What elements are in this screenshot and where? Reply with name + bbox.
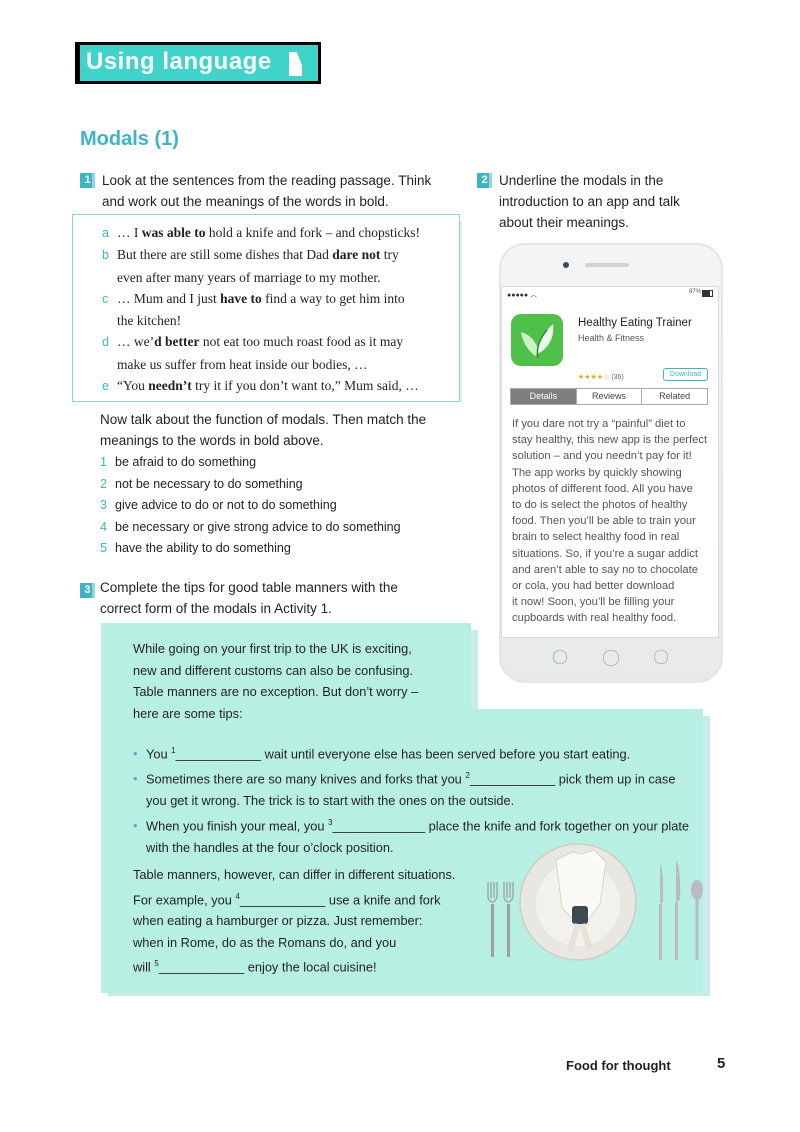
bullet-icon: • <box>133 746 138 762</box>
intro-line: While going on your first trip to the UK is exciting, <box>133 641 412 656</box>
sentence-text: … Mum and I just <box>117 290 221 306</box>
sentence-text: But there are still some dishes that Dad <box>117 247 333 263</box>
gap-number: 5 <box>154 959 159 969</box>
gap-blank: ____________ <box>158 959 245 975</box>
sentence-letter: d <box>102 335 109 350</box>
fork-icon <box>488 882 513 957</box>
footer-unit-title: Food for thought <box>566 1058 671 1073</box>
bullet-icon: • <box>133 771 138 787</box>
page-heading: Modals (1) <box>80 128 179 150</box>
description-line: cupboards with real healthy food. <box>512 612 677 625</box>
signal-icon: ●●●●● ︵ <box>507 292 538 299</box>
instruction-line: Look at the sentences from the reading passage. Think <box>102 173 432 188</box>
app-tabs <box>510 388 708 405</box>
tip-item <box>133 765 689 790</box>
description-line: solution – and you needn’t pay for it! <box>512 450 692 463</box>
meaning-text: give advice to do or not to do something <box>115 498 337 512</box>
meaning-number: 2 <box>100 476 107 491</box>
tip-text: Table manners, however, can differ in different situations. <box>133 867 456 882</box>
bold-modal: d better <box>154 334 200 350</box>
description-line: to do is select the photos of healthy <box>512 499 688 512</box>
description-line: or cola, you had better download <box>512 580 675 593</box>
sentence-list <box>102 222 420 397</box>
tip-text: when eating a hamburger or pizza. Just remember: <box>133 913 423 929</box>
instruction-line: Underline the modals in the <box>499 173 664 188</box>
follow-up-line: Now talk about the function of modals. Then match the <box>100 412 427 427</box>
description-line: situations. So, if you’re a sugar addict <box>512 547 698 560</box>
exercise-2-number: 2 <box>477 173 492 188</box>
exercise-1-number: 1 <box>80 173 95 188</box>
spoon-icon <box>691 880 703 960</box>
gap-blank: _____________ <box>332 817 426 833</box>
description-line: it now! Soon, you’ll be filling your <box>512 596 675 609</box>
bullet-icon: • <box>133 817 138 833</box>
sentence-text: hold a knife and fork – and chopsticks! <box>205 225 420 240</box>
battery-icon <box>702 290 713 297</box>
sentence-text: try <box>380 247 399 263</box>
ending-line <box>133 932 455 954</box>
tip-text: You <box>146 746 172 762</box>
ending-line <box>133 953 455 978</box>
bold-modal: needn’t <box>148 378 192 394</box>
exercise-1-follow-up <box>100 409 426 451</box>
knife-icon <box>659 860 680 960</box>
sentence-text: try it if you don’t want to,” Mum said, … <box>191 378 419 394</box>
gap-blank: ____________ <box>175 746 262 762</box>
tip-text: place the knife and fork together on your plate <box>425 817 690 833</box>
bold-modal: have to <box>220 290 262 306</box>
sentence-letter: b <box>102 248 109 263</box>
tip-text: when in Rome, do as the Romans do, and you <box>133 934 397 950</box>
sentence-continuation: the kitchen! <box>117 313 182 329</box>
meanings-list <box>100 452 401 560</box>
back-icon[interactable] <box>553 650 567 664</box>
sentence-text: “You <box>117 378 149 394</box>
sentence-text: not eat too much roast food as it may <box>199 334 404 350</box>
meaning-item <box>100 474 401 496</box>
instruction-line: and work out the meanings of the words in bold. <box>102 194 389 209</box>
tab-reviews[interactable]: Reviews <box>576 389 642 404</box>
home-icon[interactable] <box>603 650 619 666</box>
speaker-icon <box>585 263 629 267</box>
tip-item <box>133 740 689 765</box>
gap-number: 1 <box>171 746 176 755</box>
meaning-number: 1 <box>100 455 107 469</box>
description-line: If you dare not try a “painful” diet to <box>512 418 686 430</box>
gap-number: 4 <box>235 891 240 901</box>
sentence-text: … we’ <box>117 334 155 350</box>
sentence-letter: a <box>102 226 109 240</box>
app-description <box>512 416 712 627</box>
intro-line: Table manners are no exception. But don’t worry – <box>133 684 419 699</box>
sentence-row <box>102 331 420 353</box>
sentence-letter: c <box>102 291 109 306</box>
app-category: Health & Fitness <box>578 333 645 343</box>
menu-icon[interactable] <box>654 650 668 664</box>
description-line: food. Then you’ll be able to train your <box>512 515 696 528</box>
app-name: Healthy Eating Trainer <box>578 317 692 329</box>
ending-line <box>133 864 455 886</box>
sentence-letter: e <box>102 379 109 394</box>
exercise-2-instruction <box>499 170 680 233</box>
gap-number: 3 <box>328 817 333 827</box>
exercise-3-number: 3 <box>80 583 95 598</box>
meaning-number: 5 <box>100 541 107 555</box>
bold-modal: dare not <box>332 247 381 263</box>
instruction-line: Complete the tips for good table manners with the <box>100 580 398 595</box>
rating-count: (36) <box>611 374 624 381</box>
meaning-item <box>100 517 401 539</box>
meaning-text: be necessary or give strong advice to do something <box>115 519 401 534</box>
meaning-text: be afraid to do something <box>115 455 257 469</box>
tip-text: use a knife and fork <box>325 891 441 907</box>
meaning-text: not be necessary to do something <box>115 476 303 491</box>
napkin-ring-icon <box>572 906 588 924</box>
tab-related[interactable]: Related <box>641 389 707 404</box>
gap-blank: ____________ <box>469 771 556 787</box>
tip-text: wait until everyone else has been served before you start eating. <box>261 746 631 762</box>
description-line: photos of different food. All you have <box>512 482 693 495</box>
sentence-continuation: make us suffer from heat inside our bodies, … <box>117 356 368 372</box>
tip-continuation: with the handles at the four o’clock position. <box>146 839 394 855</box>
sentence-row <box>102 375 420 397</box>
tip-text: pick them up in case <box>555 771 676 787</box>
sentence-text: find a way to get him into <box>261 290 405 306</box>
sentence-continuation: even after many years of marriage to my mother. <box>117 269 381 285</box>
exercise-3-instruction <box>100 577 398 619</box>
sentence-row <box>102 222 420 244</box>
intro-line: new and different customs can also be confusing. <box>133 662 414 678</box>
page-number: 5 <box>717 1055 726 1072</box>
exercise-1-instruction <box>102 170 431 212</box>
camera-icon <box>563 262 569 268</box>
gap-number: 2 <box>465 770 470 780</box>
sentence-text: … I <box>117 225 142 240</box>
ending-line <box>133 910 455 932</box>
meaning-text: have the ability to do something <box>115 541 291 555</box>
tips-ending <box>133 864 455 978</box>
instruction-line: correct form of the modals in Activity 1. <box>100 601 332 616</box>
tip-text: For example, you <box>133 891 236 907</box>
instruction-line: about their meanings. <box>499 215 629 230</box>
section-title: Using language <box>86 48 272 75</box>
tip-text: will <box>133 959 155 975</box>
tip-text: enjoy the local cuisine! <box>244 959 377 975</box>
gap-blank: ____________ <box>239 891 326 907</box>
meaning-item <box>100 452 401 474</box>
follow-up-line: meanings to the words in bold above. <box>100 433 324 448</box>
download-button[interactable]: Download <box>663 368 708 381</box>
place-setting-image <box>478 832 710 972</box>
tab-details[interactable]: Details <box>511 389 576 404</box>
intro-line: here are some tips: <box>133 705 243 721</box>
meaning-item <box>100 495 401 517</box>
instruction-line: introduction to an app and talk <box>499 194 680 209</box>
description-line: The app works by quickly showing <box>512 466 682 479</box>
bold-modal: was able to <box>141 225 206 240</box>
meaning-number: 4 <box>100 519 107 534</box>
rating-stars: ★★★★☆ (36) <box>578 374 624 381</box>
meaning-number: 3 <box>100 498 107 512</box>
tip-continuation: you get it wrong. The trick is to start with the ones on the outside. <box>146 792 515 808</box>
description-line: and aren’t able to say no to chocolate <box>512 563 698 576</box>
tips-intro <box>133 638 418 724</box>
ending-line <box>133 886 455 911</box>
description-line: stay healthy, this new app is the perfect <box>512 434 708 447</box>
meaning-item <box>100 538 401 560</box>
tip-text: Sometimes there are so many knives and forks that you <box>146 771 466 787</box>
sentence-row <box>102 244 420 266</box>
tip-text: When you finish your meal, you <box>146 817 329 833</box>
sentence-row <box>102 288 420 310</box>
description-line: brain to select healthy food in real <box>512 531 680 544</box>
app-leaf-icon[interactable] <box>511 314 563 366</box>
battery-level: 87% <box>689 289 702 295</box>
